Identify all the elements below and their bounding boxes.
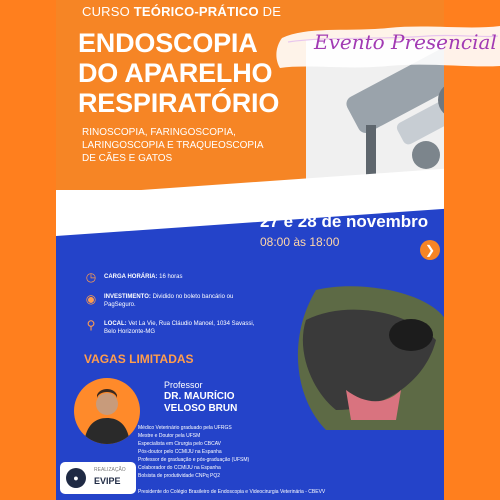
- credential-item: Colaborador do CCMIJU na Espanha: [138, 465, 221, 471]
- organizer-logo-icon: ●: [66, 468, 86, 488]
- course-prefix: CURSO TEÓRICO-PRÁTICO DE: [82, 4, 282, 19]
- professor-label: Professor: [164, 380, 203, 390]
- dog-photo: [286, 280, 444, 430]
- title-line-1: ENDOSCOPIA: [78, 28, 258, 58]
- city-label: BELO HORIZONTE: [82, 208, 226, 225]
- credential-item: Médico Veterinário graduado pela UFRGS: [138, 425, 232, 431]
- professor-photo: [74, 378, 140, 444]
- location-text: LOCAL: Vet La Vie, Rua Cláudio Manoel, 1034 Savassi, Belo Horizonte-MG: [104, 321, 255, 335]
- professor-name-line-1: DR. MAURÍCIO: [164, 391, 235, 402]
- organizer-name: EVIPE: [94, 476, 121, 486]
- event-time: 08:00 às 18:00: [260, 235, 340, 249]
- credential-item: Presidente do Colégio Brasileiro de Endoscopia e Videocirurgia Veterinária - CBEVV: [138, 489, 326, 495]
- credential-item: Professor de graduação e pós-graduação (UFSM): [138, 457, 250, 463]
- professor-name-line-2: VELOSO BRUN: [164, 403, 238, 414]
- location-pin-icon: ⚲: [86, 318, 96, 332]
- clock-icon: ◷: [85, 270, 97, 284]
- workload-text: CARGA HORÁRIA: 16 horas: [104, 274, 183, 280]
- credential-item: Especialista em Cirurgia pelo CBCAV: [138, 441, 221, 447]
- organizer-small-label: REALIZAÇÃO: [94, 467, 126, 473]
- investment-text: INVESTIMENTO: Dividido no boleto bancário ou PagSeguro.: [104, 294, 234, 308]
- credential-item: Pós-doutor pelo CCMIJU na Espanha: [138, 449, 222, 455]
- limited-spots-label: VAGAS LIMITADAS: [84, 352, 194, 366]
- subtitle-line-3: DE CÃES E GATOS: [82, 153, 173, 164]
- organizer-badge: [60, 462, 136, 494]
- subtitle-line-1: RINOSCOPIA, FARINGOSCOPIA,: [82, 127, 236, 138]
- banner-text: Evento Presencial: [314, 30, 497, 54]
- event-date: 27 e 28 de novembro: [260, 212, 429, 231]
- credential-item: Bolsista de produtividade CNPq PQ2: [138, 473, 220, 479]
- title-line-2: DO APARELHO: [78, 58, 273, 88]
- credential-item: Mestre e Doutor pela UFSM: [138, 433, 201, 439]
- money-icon: ◉: [85, 292, 97, 306]
- title-line-3: RESPIRATÓRIO: [78, 88, 280, 118]
- subtitle-line-2: LARINGOSCOPIA E TRAQUEOSCOPIA: [82, 140, 264, 151]
- chevron-right-icon[interactable]: ❯: [420, 240, 440, 260]
